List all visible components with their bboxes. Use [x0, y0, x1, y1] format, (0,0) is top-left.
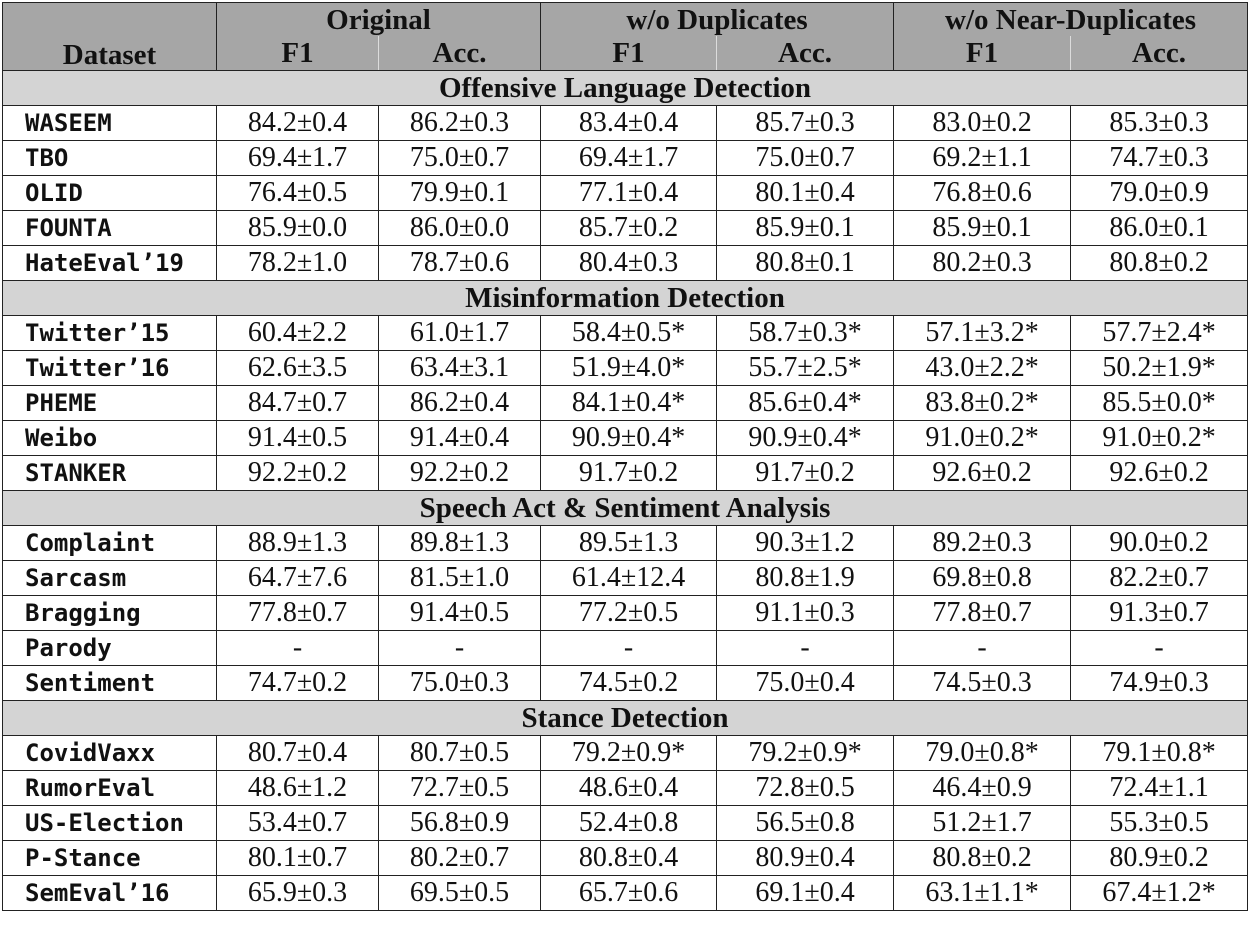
metric-cell: 90.0±0.2 — [1071, 526, 1248, 561]
metric-cell: 48.6±0.4 — [541, 771, 717, 806]
metric-cell: 86.2±0.3 — [379, 106, 541, 141]
table-row — [3, 666, 1248, 701]
table-row — [3, 421, 1248, 456]
section-row — [3, 701, 1248, 736]
metric-cell: 78.7±0.6 — [379, 246, 541, 281]
table-row — [3, 561, 1248, 596]
metric-cell: 90.9±0.4* — [541, 421, 717, 456]
metric-cell: 80.2±0.3 — [894, 246, 1071, 281]
metric-cell: 56.5±0.8 — [717, 806, 894, 841]
metric-cell: 67.4±1.2* — [1071, 876, 1248, 911]
table-header — [3, 3, 1248, 71]
metric-cell: 56.8±0.9 — [379, 806, 541, 841]
section-row — [3, 71, 1248, 106]
table-row — [3, 631, 1248, 666]
header-metric-f1: F1 — [894, 36, 1071, 71]
metric-cell: - — [217, 631, 379, 666]
section-row — [3, 491, 1248, 526]
metric-cell: 82.2±0.7 — [1071, 561, 1248, 596]
dataset-name: Bragging — [3, 596, 217, 631]
dataset-name: P-Stance — [3, 841, 217, 876]
metric-cell: 91.0±0.2* — [894, 421, 1071, 456]
metric-cell: 79.2±0.9* — [541, 736, 717, 771]
metric-cell: 80.9±0.4 — [717, 841, 894, 876]
metric-cell: 84.1±0.4* — [541, 386, 717, 421]
metric-cell: 91.4±0.4 — [379, 421, 541, 456]
dataset-name: Weibo — [3, 421, 217, 456]
metric-cell: 80.8±0.4 — [541, 841, 717, 876]
header-group-wo-near-duplicates: w/o Near-Duplicates — [894, 3, 1248, 37]
metric-cell: 76.4±0.5 — [217, 176, 379, 211]
table-row — [3, 176, 1248, 211]
metric-cell: 79.0±0.9 — [1071, 176, 1248, 211]
metric-cell: 60.4±2.2 — [217, 316, 379, 351]
table-row — [3, 806, 1248, 841]
metric-cell: 63.1±1.1* — [894, 876, 1071, 911]
metric-cell: 72.4±1.1 — [1071, 771, 1248, 806]
section-title: Offensive Language Detection — [3, 71, 1248, 106]
metric-cell: 74.7±0.2 — [217, 666, 379, 701]
metric-cell: 80.9±0.2 — [1071, 841, 1248, 876]
metric-cell: 90.9±0.4* — [717, 421, 894, 456]
metric-cell: 89.2±0.3 — [894, 526, 1071, 561]
dataset-name: CovidVaxx — [3, 736, 217, 771]
metric-cell: 89.8±1.3 — [379, 526, 541, 561]
metric-cell: 78.2±1.0 — [217, 246, 379, 281]
metric-cell: 57.7±2.4* — [1071, 316, 1248, 351]
metric-cell: - — [717, 631, 894, 666]
section-title: Stance Detection — [3, 701, 1248, 736]
dataset-name: Complaint — [3, 526, 217, 561]
metric-cell: 58.4±0.5* — [541, 316, 717, 351]
metric-cell: 64.7±7.6 — [217, 561, 379, 596]
table-row — [3, 876, 1248, 911]
dataset-name: OLID — [3, 176, 217, 211]
metric-cell: 86.0±0.0 — [379, 211, 541, 246]
metric-cell: 51.9±4.0* — [541, 351, 717, 386]
table-row — [3, 106, 1248, 141]
metric-cell: 85.3±0.3 — [1071, 106, 1248, 141]
table-row — [3, 456, 1248, 491]
metric-cell: 51.2±1.7 — [894, 806, 1071, 841]
metric-cell: 92.2±0.2 — [379, 456, 541, 491]
metric-cell: 80.8±0.2 — [894, 841, 1071, 876]
dataset-name: Sarcasm — [3, 561, 217, 596]
metric-cell: 88.9±1.3 — [217, 526, 379, 561]
metric-cell: 90.3±1.2 — [717, 526, 894, 561]
header-metric-acc: Acc. — [379, 36, 541, 71]
table-row — [3, 386, 1248, 421]
metric-cell: 76.8±0.6 — [894, 176, 1071, 211]
metric-cell: 55.3±0.5 — [1071, 806, 1248, 841]
header-metric-acc: Acc. — [717, 36, 894, 71]
metric-cell: 69.4±1.7 — [217, 141, 379, 176]
metric-cell: - — [379, 631, 541, 666]
metric-cell: 75.0±0.7 — [717, 141, 894, 176]
dataset-name: WASEEM — [3, 106, 217, 141]
metric-cell: 52.4±0.8 — [541, 806, 717, 841]
metric-cell: 91.0±0.2* — [1071, 421, 1248, 456]
section-title: Speech Act & Sentiment Analysis — [3, 491, 1248, 526]
metric-cell: 75.0±0.4 — [717, 666, 894, 701]
metric-cell: 80.8±0.2 — [1071, 246, 1248, 281]
dataset-name: STANKER — [3, 456, 217, 491]
metric-cell: 91.3±0.7 — [1071, 596, 1248, 631]
metric-cell: 74.5±0.3 — [894, 666, 1071, 701]
results-table — [2, 2, 1248, 911]
header-group-wo-duplicates: w/o Duplicates — [541, 3, 894, 37]
metric-cell: 50.2±1.9* — [1071, 351, 1248, 386]
metric-cell: 84.2±0.4 — [217, 106, 379, 141]
metric-cell: 79.9±0.1 — [379, 176, 541, 211]
metric-cell: 91.7±0.2 — [541, 456, 717, 491]
metric-cell: - — [894, 631, 1071, 666]
metric-cell: 80.7±0.5 — [379, 736, 541, 771]
metric-cell: 83.0±0.2 — [894, 106, 1071, 141]
metric-cell: 61.4±12.4 — [541, 561, 717, 596]
metric-cell: 80.4±0.3 — [541, 246, 717, 281]
table-row — [3, 211, 1248, 246]
metric-cell: 65.9±0.3 — [217, 876, 379, 911]
dataset-name: Parody — [3, 631, 217, 666]
table-row — [3, 351, 1248, 386]
metric-cell: 48.6±1.2 — [217, 771, 379, 806]
metric-cell: 80.8±1.9 — [717, 561, 894, 596]
metric-cell: 91.7±0.2 — [717, 456, 894, 491]
metric-cell: 79.2±0.9* — [717, 736, 894, 771]
metric-cell: 77.2±0.5 — [541, 596, 717, 631]
section-row — [3, 281, 1248, 316]
metric-cell: 74.7±0.3 — [1071, 141, 1248, 176]
metric-cell: - — [541, 631, 717, 666]
metric-cell: 92.6±0.2 — [894, 456, 1071, 491]
table-row — [3, 736, 1248, 771]
metric-cell: 85.9±0.1 — [717, 211, 894, 246]
metric-cell: 85.7±0.2 — [541, 211, 717, 246]
dataset-name: HateEval’19 — [3, 246, 217, 281]
metric-cell: 80.1±0.4 — [717, 176, 894, 211]
metric-cell: 85.7±0.3 — [717, 106, 894, 141]
metric-cell: 80.1±0.7 — [217, 841, 379, 876]
table-row — [3, 141, 1248, 176]
metric-cell: 53.4±0.7 — [217, 806, 379, 841]
metric-cell: 84.7±0.7 — [217, 386, 379, 421]
metric-cell: 83.4±0.4 — [541, 106, 717, 141]
metric-cell: 69.1±0.4 — [717, 876, 894, 911]
metric-cell: 79.1±0.8* — [1071, 736, 1248, 771]
metric-cell: 57.1±3.2* — [894, 316, 1071, 351]
header-metric-f1: F1 — [217, 36, 379, 71]
table-body — [3, 71, 1248, 911]
table-row — [3, 596, 1248, 631]
table-row — [3, 841, 1248, 876]
metric-cell: 65.7±0.6 — [541, 876, 717, 911]
metric-cell: 81.5±1.0 — [379, 561, 541, 596]
metric-cell: 85.9±0.0 — [217, 211, 379, 246]
metric-cell: 58.7±0.3* — [717, 316, 894, 351]
metric-cell: 92.2±0.2 — [217, 456, 379, 491]
metric-cell: 91.4±0.5 — [379, 596, 541, 631]
metric-cell: 89.5±1.3 — [541, 526, 717, 561]
metric-cell: 86.0±0.1 — [1071, 211, 1248, 246]
dataset-name: Sentiment — [3, 666, 217, 701]
metric-cell: 69.5±0.5 — [379, 876, 541, 911]
table-row — [3, 526, 1248, 561]
metric-cell: 91.4±0.5 — [217, 421, 379, 456]
metric-cell: 79.0±0.8* — [894, 736, 1071, 771]
metric-cell: 74.5±0.2 — [541, 666, 717, 701]
metric-cell: 86.2±0.4 — [379, 386, 541, 421]
metric-cell: 80.8±0.1 — [717, 246, 894, 281]
dataset-name: Twitter’15 — [3, 316, 217, 351]
dataset-name: Twitter’16 — [3, 351, 217, 386]
metric-cell: 55.7±2.5* — [717, 351, 894, 386]
metric-cell: 75.0±0.7 — [379, 141, 541, 176]
metric-cell: 85.5±0.0* — [1071, 386, 1248, 421]
header-group-original: Original — [217, 3, 541, 37]
metric-cell: 83.8±0.2* — [894, 386, 1071, 421]
table-row — [3, 246, 1248, 281]
table-row — [3, 316, 1248, 351]
metric-cell: 69.4±1.7 — [541, 141, 717, 176]
metric-cell: 62.6±3.5 — [217, 351, 379, 386]
metric-cell: 69.8±0.8 — [894, 561, 1071, 596]
header-metric-f1: F1 — [541, 36, 717, 71]
metric-cell: 77.1±0.4 — [541, 176, 717, 211]
metric-cell: 69.2±1.1 — [894, 141, 1071, 176]
metric-cell: 61.0±1.7 — [379, 316, 541, 351]
metric-cell: 72.8±0.5 — [717, 771, 894, 806]
dataset-name: PHEME — [3, 386, 217, 421]
metric-cell: 72.7±0.5 — [379, 771, 541, 806]
header-metric-acc: Acc. — [1071, 36, 1248, 71]
metric-cell: 63.4±3.1 — [379, 351, 541, 386]
dataset-name: SemEval’16 — [3, 876, 217, 911]
header-dataset: Dataset — [3, 3, 217, 71]
table-row — [3, 771, 1248, 806]
metric-cell: 85.9±0.1 — [894, 211, 1071, 246]
metric-cell: 77.8±0.7 — [217, 596, 379, 631]
metric-cell: 80.7±0.4 — [217, 736, 379, 771]
dataset-name: FOUNTA — [3, 211, 217, 246]
metric-cell: 74.9±0.3 — [1071, 666, 1248, 701]
metric-cell: 46.4±0.9 — [894, 771, 1071, 806]
metric-cell: 43.0±2.2* — [894, 351, 1071, 386]
metric-cell: 77.8±0.7 — [894, 596, 1071, 631]
dataset-name: US-Election — [3, 806, 217, 841]
metric-cell: 92.6±0.2 — [1071, 456, 1248, 491]
dataset-name: RumorEval — [3, 771, 217, 806]
section-title: Misinformation Detection — [3, 281, 1248, 316]
metric-cell: 91.1±0.3 — [717, 596, 894, 631]
metric-cell: 85.6±0.4* — [717, 386, 894, 421]
metric-cell: 75.0±0.3 — [379, 666, 541, 701]
dataset-name: TBO — [3, 141, 217, 176]
metric-cell: 80.2±0.7 — [379, 841, 541, 876]
metric-cell: - — [1071, 631, 1248, 666]
